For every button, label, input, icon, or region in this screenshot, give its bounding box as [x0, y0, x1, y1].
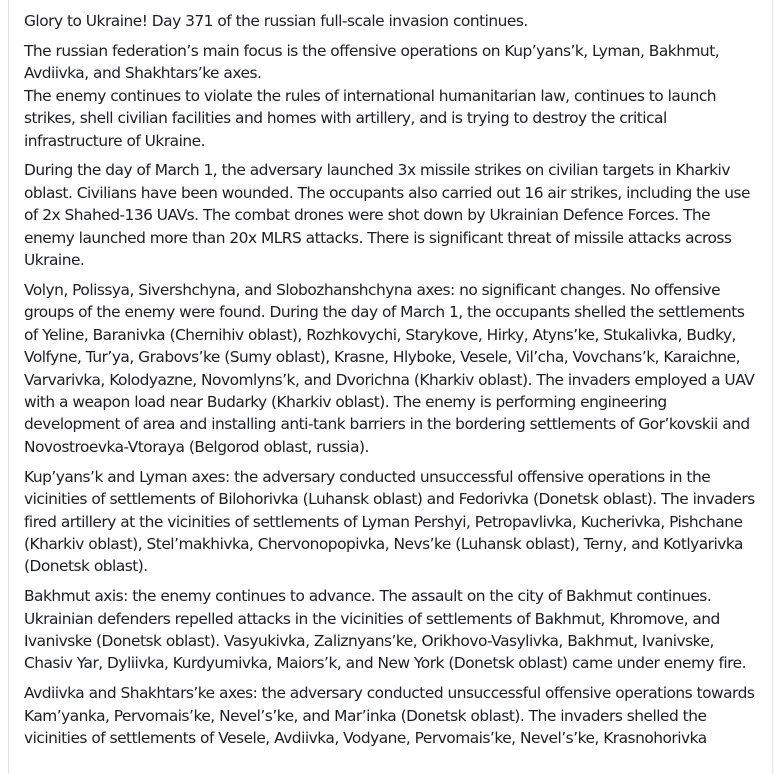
paragraph-bakhmut-axis — [24, 585, 759, 675]
intro-text: Glory to Ukraine! Day 371 of the russian full-scale invasion continues. — [24, 12, 528, 30]
paragraph-avdiivka-axes — [24, 682, 759, 749]
paragraph-intro — [24, 10, 759, 32]
avdiivka-axes-text: Avdiivka and Shakhtars’ke axes: the adversary conducted unsuccessful offensive operations towards Kam’yanka, Pervomais’ke, Nevel’s’ke, and Mar’inka (Donetsk oblast). The invaders shelled the vicinities of settlements of Vesele, Avdiivka, Vodyane, Pervomais’ke, Nevel’s’ke, Krasnohorivka — [24, 684, 755, 748]
main-focus-text: The russian federation’s main focus is the offensive operations on Kup’yans’k, Lyman, Bakhmut, Avdiivka, and Shakhtars’ke axes. — [24, 41, 720, 83]
post-container — [8, 0, 773, 774]
paragraph-volyn-axes — [24, 279, 759, 458]
paragraph-kupyansk-axes — [24, 466, 759, 578]
bakhmut-axis-text: Bakhmut axis: the enemy continues to advance. The assault on the city of Bakhmut continues. Ukrainian defenders repelled attacks in the vicinities of settlements of Bakhmut, Khromove, and Ivanivske (Donetsk oblast). Vasyukivka, Zaliznyans’ke, Orikhovo-Vasylivka, Bakhmut, Ivanivske, Chasiv Yar, Dyliivka, Kurdyumivka, Maiors’k, and New York (Donetsk oblast) came under enemy fire. — [24, 587, 746, 673]
kupyansk-axes-text: Kup’yans’k and Lyman axes: the adversary conducted unsuccessful offensive operations in the vicinities of settlements of Bilohorivka (Luhansk oblast) and Fedorivka (Donetsk oblast). The invaders fired artillery at the vicinities of settlements of Lyman Pershyi, Petropavlivka, Kucherivka, Pishchane (Kharkiv oblast), Stel’makhivka, Chervonopopivka, Nevs’ke (Luhansk oblast), Terny, and Kotlyarivka (Donetsk oblast). — [24, 467, 755, 576]
paragraph-main-focus — [24, 40, 759, 152]
humanitarian-law-text: The enemy continues to violate the rules of international humanitarian law, continues to launch strikes, shell civilian facilities and homes with artillery, and is trying to destroy the critical infrastructure of Ukraine. — [24, 86, 717, 150]
volyn-axes-text: Volyn, Polissya, Sivershchyna, and Slobozhanshchyna axes: no significant changes. No offensive groups of the enemy were found. During the day of March 1, the occupants shelled the settlements of Yeline, Baranivka (Chernihiv oblast), Rozhkovychi, Starykove, Hirky, Atyns’ke, Stukalivka, Budky, Volfyne, Tur’ya, Grabovs’ke (Sumy oblast), Krasne, Hlyboke, Vesele, Vil’cha, Vovchans’k, Karaichne, Varvarivka, Kolodyazne, Novomlyns’k, and Dvorichna (Kharkiv oblast). The invaders employed a UAV with a weapon load near Budarky (Kharkiv oblast). The enemy is performing engineering development of area and installing anti-tank barriers in the bordering settlements of Gor’kovskii and Novostroevka-Vtoraya (Belgorod oblast, russia). — [24, 280, 755, 456]
post-body — [24, 10, 759, 757]
strikes-text: During the day of March 1, the adversary launched 3x missile strikes on civilian targets in Kharkiv oblast. Civilians have been wounded. The occupants also carried out 16 air strikes, including the use of 2x Shahed-136 UAVs. The combat drones were shot down by Ukrainian Defence Forces. The enemy launched more than 20x MLRS attacks. There is significant threat of missile attacks across Ukraine. — [24, 161, 750, 270]
paragraph-strikes — [24, 159, 759, 271]
